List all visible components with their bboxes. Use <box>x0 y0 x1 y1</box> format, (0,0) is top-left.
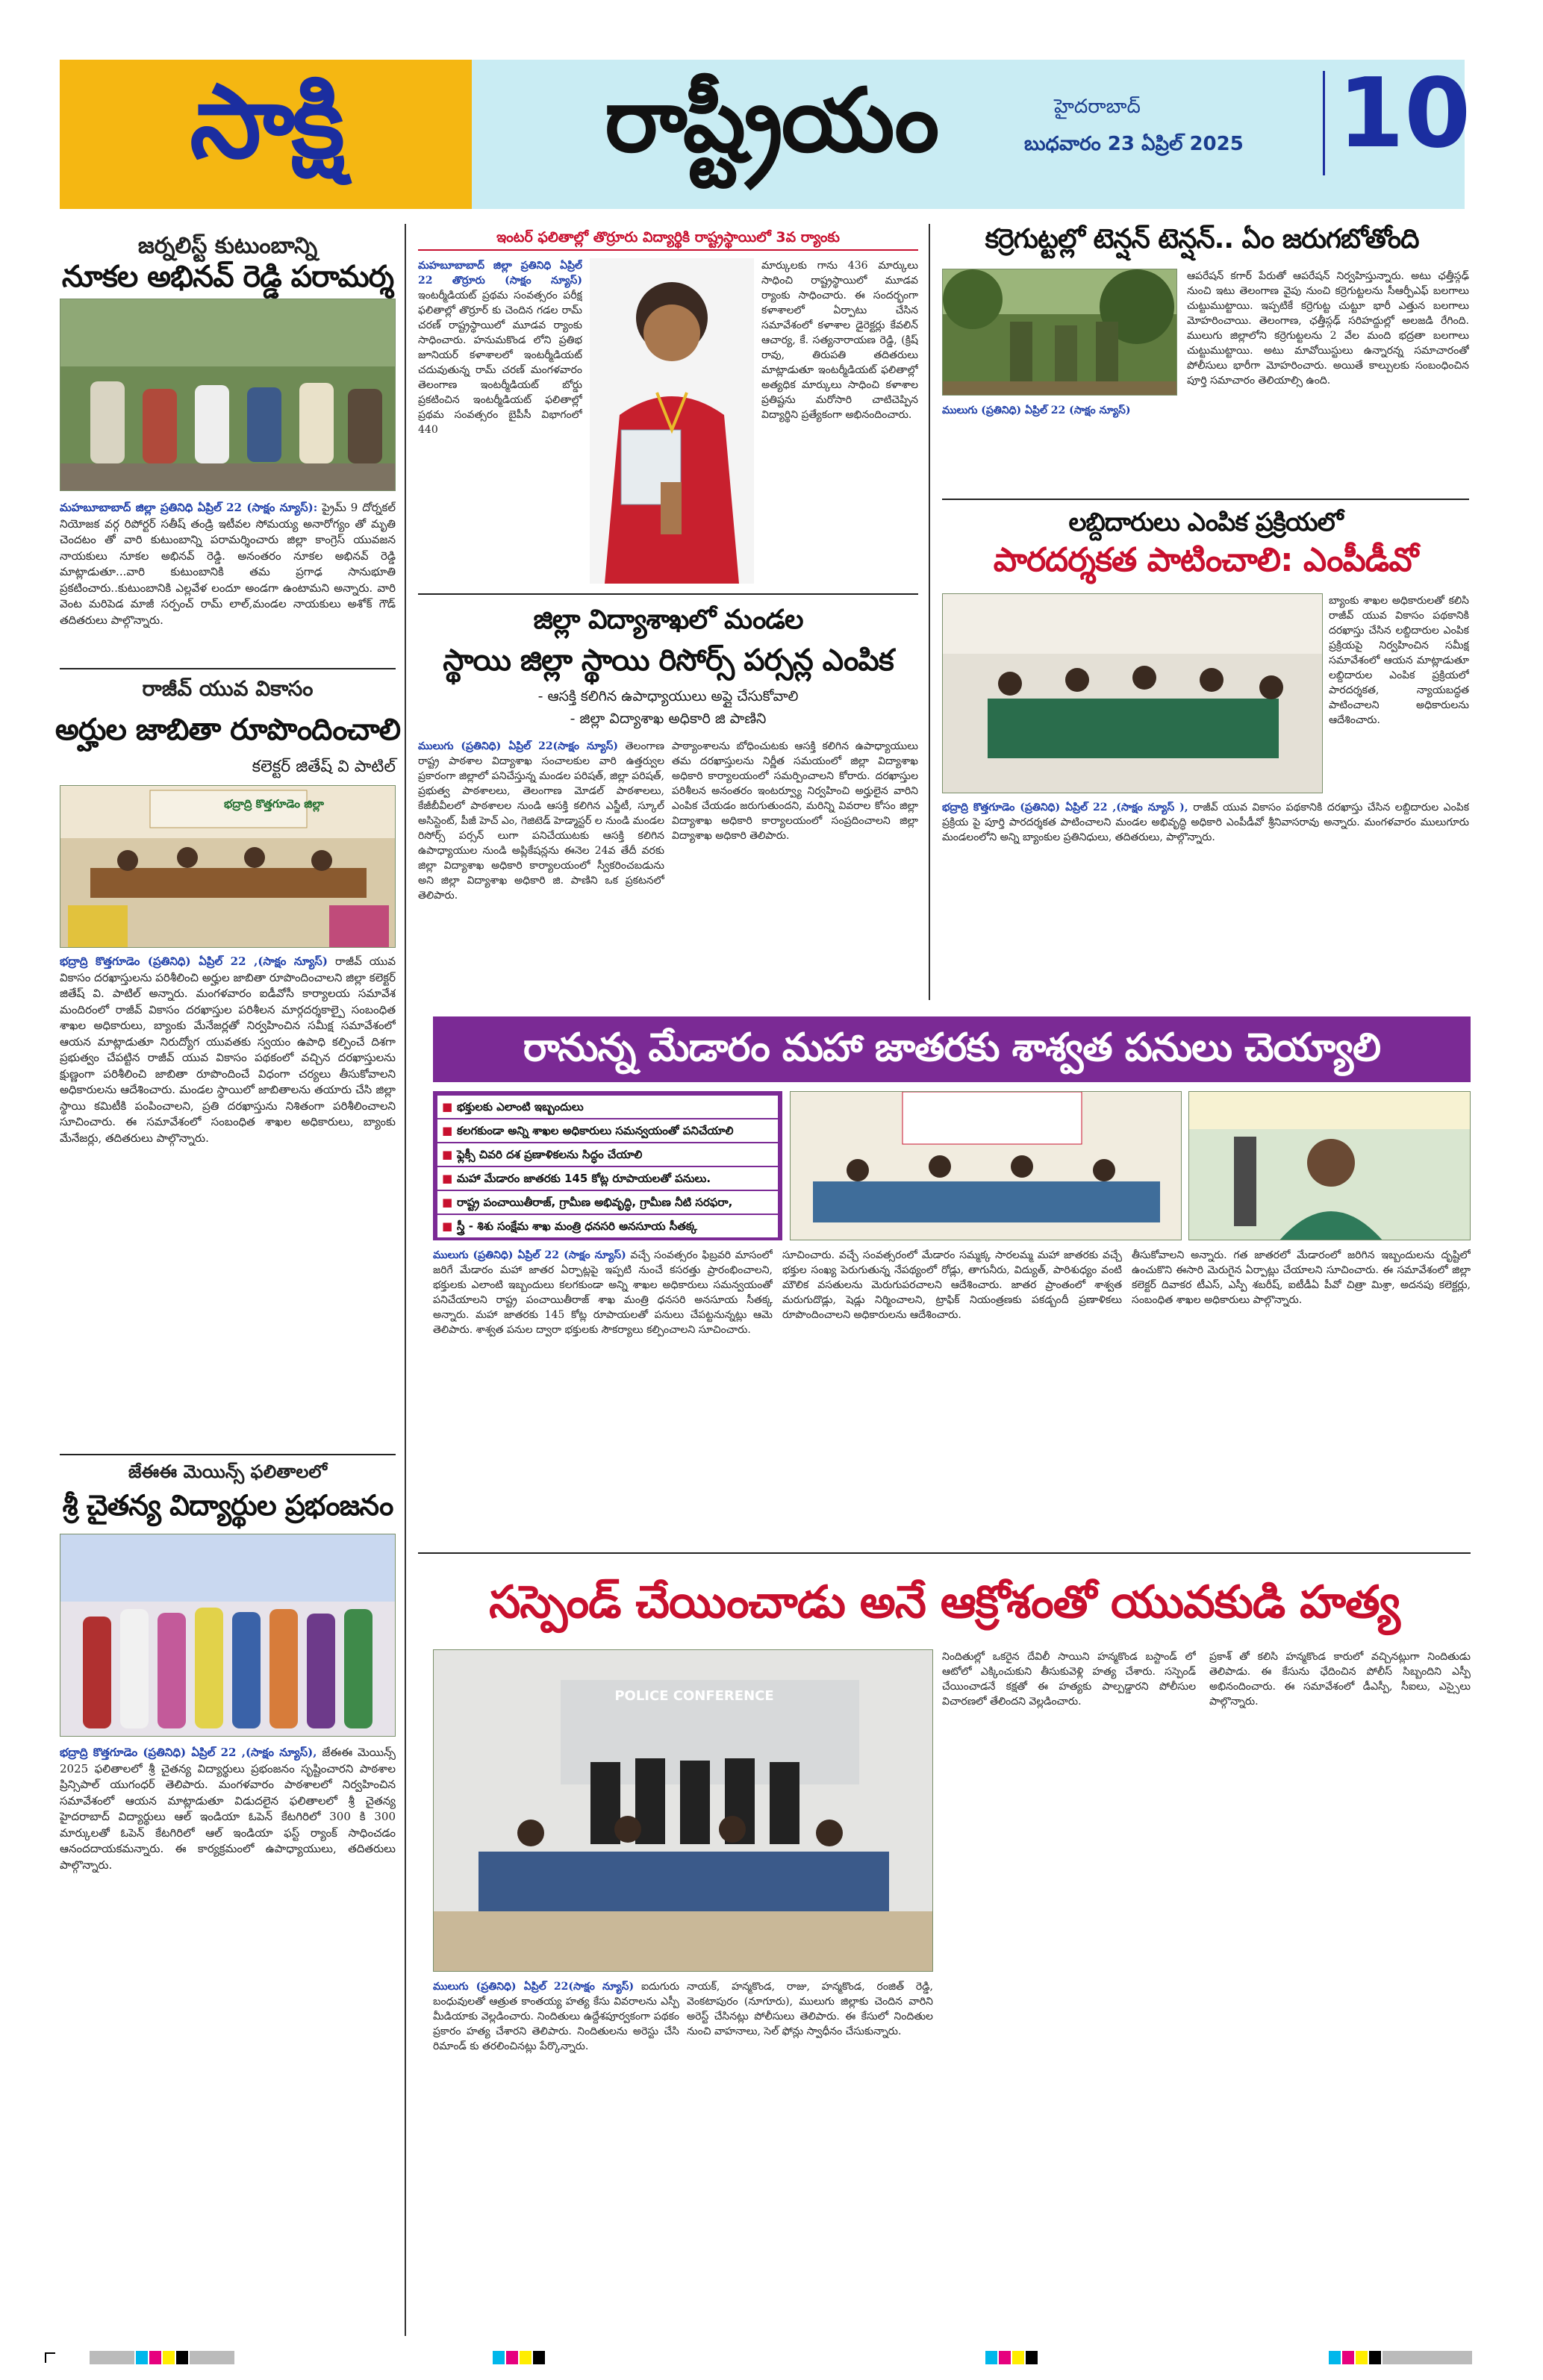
mpdo-meeting-photo <box>943 594 1323 793</box>
article-headline: కర్రెగుట్టల్లో టెన్షన్ టెన్షన్.. ఏం జరుగబోతోంది <box>985 224 1419 254</box>
article-kicker: జిల్లా విద్యాశాఖలో మండల <box>533 605 803 635</box>
registration-yellow <box>1012 2351 1024 2364</box>
article-dateline: భద్రాద్రి కొత్తగూడెం (ప్రతినిధి) ఏప్రిల్ 22 ,(సాక్షం న్యూస్), <box>60 1746 317 1759</box>
article-text: ఆపరేషన్ కగార్ పేరుతో ఆపరేషన్ నిర్వహిస్తున్నారు. అటు ఛత్తీస్గఢ్ నుంచి ఇటు తెలంగాణ వైపు నుంచి కర్రెగుట్టలను సీఆర్పీఎఫ్ బలగాలు చుట్టుముట్టాయి. ఇప్పటికే కర్రెగుట్ట చుట్టూ భారీ ఎత్తున బలగాలు మోహరించాయి. తెలంగాణ, ఛత్తీస్గఢ్ సరిహద్దుల్లో అలజడి రేగింది. ములుగు జిల్లాలోని కర్రెగుట్టలను 2 వేల మంది భద్రతా బలగాలు చుట్టుముట్టాయి. అటు మావోయిస్టులు ఉన్నారన్న సమాచారంతో పోలీసులు భారీగా మోహరించారు. అయితే కాల్పులకు సంబంధించిన పూర్తి సమాచారం తెలియాల్సి ఉంది. <box>1187 270 1469 387</box>
article-body <box>942 403 1177 489</box>
article-text: బ్యాంకు శాఖల అధికారులతో కలిసి రాజీవ్ యువ వికాసం పథకానికి దరఖాస్తు చేసిన లబ్దిదారుల ఎంపిక ప్రక్రియపై నిర్వహించిన సమీక్ష సమావేశంలో ఆయన మాట్లాడుతూ లబ్దిదారుల ఎంపిక ప్రక్రియలో పారదర్శకత, న్యాయబద్ధత పాటించాలని అధికారులను ఆదేశించారు. <box>1329 595 1469 726</box>
article-text: ప్రకాశ్ తో కలిసి హన్మకొండ కారులో వచ్చినట్లుగా నిందితుడు తెలిపాడు. ఈ కేసును ఛేదించిన పోలీస్ సిబ్బందిని ఎస్పీ అభినందించారు. ఈ సమావేశంలో డీఎస్పీ, సీఐలు, ఎస్సైలు పాల్గొన్నారు. <box>1209 1651 1471 1708</box>
article-body <box>1132 1248 1471 1543</box>
article-dateline: ములుగు (ప్రతినిధి) ఏప్రిల్ 22(సాక్షం న్యూస్) <box>418 740 619 752</box>
masthead-date: బుధవారం 23 ఏప్రిల్ 2025 <box>1024 133 1244 155</box>
article-kicker: లబ్దిదారులు ఎంపిక ప్రక్రియలో <box>1068 507 1343 537</box>
divider <box>418 1552 1471 1554</box>
article-body <box>1209 1649 1471 2329</box>
registration-gray <box>90 2351 134 2364</box>
article-headline: రానున్న మేడారం మహా జాతరకు శాశ్వత పనులు చెయ్యాలి <box>523 1025 1381 1070</box>
article-body <box>761 258 918 587</box>
article-headline: సస్పెండ్ చేయించాడు అనే ఆక్రోశంతో యువకుడి హత్య <box>489 1576 1400 1628</box>
registration-black <box>1369 2351 1381 2364</box>
registration-black <box>1026 2351 1038 2364</box>
registration-black <box>533 2351 545 2364</box>
registration-yellow <box>163 2351 175 2364</box>
article-body <box>418 739 664 1000</box>
article-dateline: ములుగు (ప్రతినిధి) ఏప్రిల్ 22(సాక్షం న్యూస్) <box>433 1981 635 1993</box>
masthead-city: హైదరాబాద్ <box>1054 96 1141 118</box>
bullet-item: ■ భక్తులకు ఎలాంటి ఇబ్బందులు <box>437 1096 778 1118</box>
registration-yellow <box>1356 2351 1368 2364</box>
article-text: ప్రైమ్ 9 దోర్నకల్ నియోజక వర్గ రిపోర్టర్ సతీష్ తండ్రి ఇటీవల సోమయ్య అనారోగ్యం తో మృతి చెందటం తో వారి కుటుంబాన్ని పరామర్శించారు జిల్లా కాంగ్రెస్ యువజన నాయకులు నూకల అభినవ్ రెడ్డి. అనంతరం నూకల అభినవ్ రెడ్డి మాట్లాడుతూ...వారి కుటుంబానికి తమ ప్రగాఢ సానుభూతి ప్రకటించారు..కుటుంబానికి ఎల్లవేళ లందూ అండగా ఉంటామని అన్నారు. వారి వెంట మరిపెడ మాజీ సర్పంచ్ రామ్ లాల్,మండల నాయకులు అశోక్ గౌడ్ తదితరులు పాల్గొన్నారు. <box>60 501 396 627</box>
article-text: ఇంటర్మీడియట్ ప్రథమ సంవత్సరం పరీక్ష ఫలితాల్లో తొర్రూర్ కు చెందిన గడల రామ్ చరణ్ రాష్ట్రస్థాయిలో మూడవ ర్యాంకు సాధించారు. హనుమకొండ లోని ప్రతిభ జూనియర్ కళాశాలలో ఇంటర్మీడియట్ చదువుతున్న రామ్ చరణ్ మంగళవారం తెలంగాణ ఇంటర్మీడియట్ బోర్డు ప్రకటించిన ఇంటర్మీడియట్ ఫలితాల్లో ప్రథమ సంవత్సరం బైపీసీ విభాగంలో 440 <box>418 290 582 436</box>
article-body <box>60 500 396 660</box>
article-headline: పారదర్శకత పాటించాలి: ఎంపీడీవో <box>993 541 1418 579</box>
article-text: సూచించారు. వచ్చే సంవత్సరంలో మేడారం సమ్మక్క సారలమ్మ మహా జాతరకు వచ్చే భక్తుల సంఖ్య పెరుగుతున్న నేపథ్యంలో రోడ్లు, తాగునీరు, విద్యుత్, పారిశుధ్యం వంటి మౌలిక వసతులను మెరుగుపరచాలని ఆదేశించారు. జాతర ప్రాంతంలో శాశ్వత మరుగుదొడ్లు, షెడ్లు నిర్మించాలని, ట్రాఫిక్ నియంత్రణకు పకడ్బందీ ప్రణాళికలు రూపొందించాలని అధికారులను ఆదేశించారు. <box>782 1249 1122 1321</box>
registration-cyan <box>1329 2351 1341 2364</box>
divider <box>60 1454 396 1455</box>
article-text: పాఠ్యాంశాలను బోధించుటకు ఆసక్తి కలిగిన ఉపాధ్యాయులు తమ దరఖాస్తులను నిర్ణీత సమయంలో జిల్లా విద్యాశాఖ అధికారి కార్యాలయంలో సమర్పించాలని కోరారు. దరఖాస్తుల పరిశీలన అనంతరం ఇంటర్వ్యూ నిర్వహించి అర్హులైన వారిని ఎంపిక చేయడం జరుగుతుందని, మరిన్ని వివరాల కోసం జిల్లా విద్యాశాఖ అధికారి కార్యాలయంలో సంప్రదించాలని జిల్లా విద్యాశాఖ అధికారి తెలిపారు. <box>672 740 918 842</box>
column-rule <box>405 1015 406 2336</box>
article-photo <box>942 593 1323 793</box>
article-body <box>1187 269 1469 493</box>
article-body <box>60 1745 396 2327</box>
article-body <box>433 1248 773 1543</box>
article-body <box>60 954 396 1443</box>
logo-text: సాక్షి <box>190 63 342 181</box>
article-subhead: - జిల్లా విద్యాశాఖ అధికారి జి పాణిని <box>570 710 767 727</box>
article-kicker: జేఈఈ మెయిన్స్ ఫలితాలలో <box>128 1461 328 1482</box>
registration-black <box>176 2351 188 2364</box>
article-subhead: - ఆసక్తి కలిగిన ఉపాధ్యాయులు అప్లై చేసుకోవాలి <box>537 688 799 705</box>
page-number-divider <box>1323 71 1325 175</box>
student-portrait <box>590 258 754 584</box>
minister-meeting-photo <box>791 1092 1182 1240</box>
article-kicker: జర్నలిస్ట్ కుటుంబాన్ని <box>137 233 318 259</box>
section-title: రాష్ట్రీయం <box>605 69 938 172</box>
article-text: తీసుకోవాలని అన్నారు. గత జాతరలో మేడారంలో జరిగిన ఇబ్బందులను దృష్టిలో ఉంచుకొని ఈసారి మెరుగైన ఏర్పాట్లు చేయాలని సూచించారు. ఈ సమావేశంలో జిల్లా కలెక్టర్ దివాకర టీఎస్, ఎస్పీ శబరీష్, ఐటీడీఏ పీవో చిత్రా మిశ్రా, అదనపు కలెక్టర్లు, సంబంధిత శాఖల అధికారులు పాల్గొన్నారు. <box>1132 1249 1471 1306</box>
registration-cyan <box>136 2351 148 2364</box>
masthead-logo <box>60 60 472 209</box>
article-photo <box>590 258 754 584</box>
column-rule <box>929 224 930 1000</box>
article-kicker: రాజీవ్ యువ వికాసం <box>142 676 314 701</box>
divider <box>60 668 396 669</box>
article-text: తెలంగాణ రాష్ట్ర పాఠశాల విద్యాశాఖ సంచాలకుల వారి ఉత్తర్వుల ప్రకారంగా జిల్లాలో పనిచేస్తున్న మండల పరిషత్, జిల్లా పరిషత్, ప్రభుత్వ పాఠశాలలు, తెలంగాణ మోడల్ పాఠశాలలు, కేజీబీవీలలో పాఠశాలల నుండి ఆసక్తి కలిగిన ఎస్జీటీ, స్కూల్ అసిస్టెంట్, పీజీ హెచ్ ఎం, గెజిటెడ్ హెడ్మాస్టర్ ల నుండి మండల రిసోర్స్ పర్సన్ లుగా పనిచేయుటకు ఆసక్తి కలిగిన ఉపాధ్యాయుల నుండి అప్లికేషన్లను ఈనెల 24వ తేదీ వరకు జిల్లా విద్యాశాఖ అధికారి కార్యాలయంలో స్వీకరించబడును అని జిల్లా విద్యాశాఖ అధికారి జి. పాణిని ఒక ప్రకటనలో తెలిపారు. <box>418 740 664 902</box>
article-photo <box>60 1534 396 1737</box>
registration-cyan <box>493 2351 505 2364</box>
article-body <box>418 258 582 587</box>
article-body <box>687 1979 933 2330</box>
registration-magenta <box>1342 2351 1354 2364</box>
article-photo <box>60 299 396 491</box>
article-body <box>433 1979 679 2330</box>
print-registration-strip <box>45 2348 1500 2367</box>
article-body <box>1329 593 1469 795</box>
photo-banner-text: POLICE CONFERENCE <box>614 1688 774 1704</box>
article-text: వచ్చే సంవత్సరం ఫిబ్రవరి మాసంలో జరిగే మేడారం మహా జాతర ఏర్పాట్లపై ఇప్పటి నుంచే కసరత్తు ప్రారంభించాలని, భక్తులకు ఎలాంటి ఇబ్బందులు కలగకుండా అన్ని శాఖల అధికారులు సమన్వయంతో పనిచేయాలని రాష్ట్ర పంచాయితీరాజ్ శాఖ మంత్రి ధనసరి అనసూయ సీతక్క అన్నారు. మహా జాతరకు 145 కోట్ల రూపాయలతో పనులు చేపట్టనున్నట్లు ఆమె తెలిపారు. శాశ్వత పనుల ద్వారా భక్తులకు సౌకర్యాలు కల్పించాలని సూచించారు. <box>433 1249 773 1336</box>
article-dateline: భద్రాద్రి కొత్తగూడెం (ప్రతినిధి) ఏప్రిల్ 22 ,(సాక్షం న్యూస్) <box>60 955 328 968</box>
article-headline: ఇంటర్ ఫలితాల్లో తొర్రూరు విద్యార్థికి రాష్ట్రస్థాయిలో 3వ ర్యాంకు <box>418 225 918 251</box>
forest-soldiers-photo <box>943 269 1177 396</box>
article-dateline: ములుగు (ప్రతినిధి) ఏప్రిల్ 22 (సాక్షం న్యూస్) <box>942 405 1131 416</box>
bullet-box <box>433 1091 782 1240</box>
article-headline: నూకల అభినవ్ రెడ్డి పరామర్శ <box>61 260 394 294</box>
article-photo <box>790 1091 1182 1240</box>
registration-yellow <box>520 2351 532 2364</box>
divider <box>418 593 918 595</box>
bullet-item: ■ మహా మేడారం జాతరకు 145 కోట్ల రూపాయలతో పనులు. <box>437 1167 778 1190</box>
article-dateline: భద్రాద్రి కొత్తగూడెం (ప్రతినిధి) ఏప్రిల్ 22 ,(సాక్షం న్యూస్ ), <box>942 802 1188 813</box>
headline-banner <box>433 1016 1471 1082</box>
article-headline: శ్రీ చైతన్య విద్యార్థుల ప్రభంజనం <box>62 1489 393 1522</box>
bullet-item: ■ స్త్రీ - శిశు సంక్షేమ శాఖ మంత్రి ధనసరి అనసూయ సీతక్క <box>437 1215 778 1237</box>
article-text: నాయక్, హన్మకొండ, రాజు, హన్మకొండ, రంజిత్ రెడ్డి, వెంకటాపురం (నూగూరు), ములుగు జిల్లాకు చెందిన వారిని అరెస్ట్ చేసినట్లు పోలీసులు తెలిపారు. ఈ కేసులో నిందితుల నుంచి వాహనాలు, సెల్ ఫోన్లు స్వాధీనం చేసుకున్నారు. <box>687 1981 933 2037</box>
crop-mark-icon <box>45 2352 55 2363</box>
registration-magenta <box>999 2351 1011 2364</box>
article-text: నిందితుల్లో ఒకరైన దేవిలీ సాయిని హన్మకొండ బస్టాండ్ లో ఆటోలో ఎక్కించుకుని తీసుకువెళ్లి హత్య చేశారు. సస్పెండ్ చేయించాడనే కక్షతో ఈ హత్యకు పాల్పడ్డారని పోలీసుల విచారణలో తేలిందని వెల్లడించారు. <box>942 1651 1196 1708</box>
registration-gray <box>1383 2351 1472 2364</box>
article-headline: స్థాయి జిల్లా స్థాయి రిసోర్స్ పర్సన్ల ఎంపిక <box>443 643 894 678</box>
article-text: రాజీవ్ యువ వికాసం పథకానికి దరఖాస్తు చేసిన లబ్దిదారుల ఎంపిక ప్రక్రియ పై పూర్తి పారదర్శకత పాటించాలని మండల అభివృద్ధి అధికారి ఎంపీడీవో శ్రీనివాసరావు అన్నారు. మంగళవారం ములుగూరు మండలంలోని అన్ని బ్యాంకుల ప్రతినిధులు, తదితరులు, పాల్గొన్నారు. <box>942 802 1469 843</box>
column-rule <box>405 224 406 1015</box>
article-text: మార్కులకు గాను 436 మార్కులు సాధించి రాష్ట్రస్థాయిలో మూడవ ర్యాంకు సాధించారు. ఈ సందర్భంగా కళాశాలలో ఏర్పాటు చేసిన సమావేశంలో కళాశాల డైరెక్టర్లు కేవలిన్ ఆచార్య, కే. సత్యనారాయణ రెడ్డి, (క్రిష్ రావు, తిరుపతి తదితరులు మాట్లాడుతూ ఇంటర్మీడియట్ ఫలితాల్లో అత్యధిక మార్కులు సాధించి కళాశాల ప్రతిష్టను మరోసారి చాటిచెప్పిన విద్యార్థిని ప్రత్యేకంగా అభినందించారు. <box>761 260 918 421</box>
article-dateline: ములుగు (ప్రతినిధి) ఏప్రిల్ 22 (సాక్షం న్యూస్) <box>433 1249 626 1261</box>
bullet-item: ■ ఫ్లెక్సీ చివరి దశ ప్రణాళికలను సిద్ధం చేయాలి <box>437 1143 778 1166</box>
bullet-item: ■ కలగకుండా అన్ని శాఖల అధికారులు సమన్వయంతో పనిచేయాలి <box>437 1119 778 1142</box>
article-text: జేఈఈ మెయిన్స్ 2025 ఫలితాలలో శ్రీ చైతన్య విద్యార్థులు ప్రభంజనం సృష్టించారని పాఠశాల ప్రిన్సిపాల్ యుగంధర్ తెలిపారు. మంగళవారం పాఠశాలలో నిర్వహించిన సమావేశంలో ఆయన మాట్లాడుతూ విడుదలైన ఫలితాలలో శ్రీ చైతన్య హైదరాబాద్ విద్యార్థులు ఆల్ ఇండియా ఓపెన్ కేటగిరిలో 300 కి 300 మార్కులతో ఓపెన్ కేటగిరిలో ఆల్ ఇండియా ఫస్ట్ ర్యాంక్ సాధించడం ఆనందదాయకమన్నారు. ఈ కార్యక్రమంలో ఉపాధ్యాయులు, తదితరులు పాల్గొన్నారు. <box>60 1746 396 1872</box>
bullet-item: ■ రాష్ట్ర పంచాయితీరాజ్, గ్రామీణ అభివృద్ధి, గ్రామీణ నీటి సరఫరా, <box>437 1191 778 1214</box>
students-photo <box>60 1534 396 1737</box>
divider <box>942 499 1469 500</box>
registration-magenta <box>506 2351 518 2364</box>
article-photo <box>1188 1091 1471 1240</box>
article-body <box>782 1248 1122 1543</box>
registration-gray <box>190 2351 234 2364</box>
article-dateline: మహబూబాబాద్ జిల్లా ప్రతినిధి ఏప్రిల్ 22 తొర్రూరు (సాక్షం న్యూస్) <box>418 260 582 287</box>
page-number: 10 <box>1338 58 1471 169</box>
registration-magenta <box>149 2351 161 2364</box>
photo-sign-text: భద్రాద్రి కొత్తగూడెం జిల్లా <box>224 797 324 810</box>
article-dateline: మహబూబాబాద్ జిల్లా ప్రతినిధి ఏప్రిల్ 22 (సాక్షం న్యూస్): <box>60 501 318 514</box>
article-text: ఐదుగురు బంధువులతో ఆత్రుత కాంతయ్య హత్య కేసు వివరాలను ఎస్పీ మీడియాకు వెల్లడించారు. నిందితులు ఉద్దేశపూర్వకంగా పథకం ప్రకారం హత్య చేశారని తెలిపారు. నిందితులను అరెస్టు చేసి రిమాండ్ కు తరలించినట్లు పేర్కొన్నారు. <box>433 1981 679 2052</box>
article-body <box>672 739 918 1000</box>
article-body <box>942 1649 1196 2329</box>
meeting-photo <box>60 299 396 491</box>
article-text: రాజీవ్ యువ వికాసం దరఖాస్తులను పరిశీలించి అర్హుల జాబితా రూపొందించాలని జిల్లా కలెక్టర్ జితేష్ వి. పాటిల్ అన్నారు. మంగళవారం ఐడీవోసీ కార్యాలయ సమావేశ మందిరంలో రాజీవ్ వికాసం దరఖాస్తుల పరిశీలన మార్గదర్శకాల్పై సంబంధిత శాఖల అధికారులు, బ్యాంకు మేనేజర్లతో నిర్వహించిన సమీక్ష సమావేశంలో ఆయన మాట్లాడుతూ నిరుద్యోగ యువతకు స్వయం ఉపాధి కల్పించే దిశగా ప్రభుత్వం చేపట్టిన రాజీవ్ యువ వికాసం పథకంలో వచ్చిన దరఖాస్తులను క్షుణ్ణంగా పరిశీలించి జాబితా రూపొందించే విధంగా చర్యలు తీసుకోవాలని అధికారులను ఆదేశించారు. మండల స్థాయిలో జాబితాలను తయారు చేసి జిల్లా స్థాయి కమిటీకి పంపించాలని, ప్రతి దరఖాస్తును నిశితంగా పరిశీలించాలని సూచించారు. ఈ సమావేశంలో సంబంధిత శాఖల అధికారులు, బ్యాంకు మేనేజర్లు, తదితరులు పాల్గొన్నారు. <box>60 955 396 1145</box>
article-byline: కలెక్టర్ జితేష్ వి పాటిల్ <box>252 758 396 776</box>
article-body <box>942 800 1469 998</box>
registration-cyan <box>985 2351 997 2364</box>
article-photo <box>942 269 1177 396</box>
article-headline: అర్హుల జాబితా రూపొందించాలి <box>54 713 401 747</box>
minister-speaking-photo <box>1189 1092 1471 1240</box>
